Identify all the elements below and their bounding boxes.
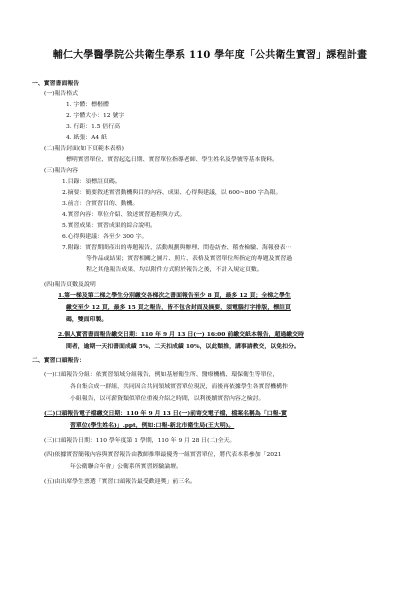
document-title: 輔仁大學醫學院公共衛生學系 110 學年度「公共衛生實習」課程計畫 xyxy=(52,50,368,61)
content-item: 1.目錄：須標註頁碼。 xyxy=(62,179,121,185)
deadline-rule: 間者，逾期一天扣書面成績 5%，二天扣成績 10%，以此類推，講事請教交，以免扣分。 xyxy=(66,343,300,350)
oral-grouping: 各自集合成一群組，共同因合共同領域實習單位現況，而後再依據學生各實習機構作 xyxy=(70,384,288,390)
oral-best-group: 年公衛聯合年會」公衛系所實習經驗論壇。 xyxy=(70,464,182,470)
pages-rule: 碼，雙面印製。 xyxy=(66,316,108,323)
content-item-appendix: 等作品或結果；實習相關之圖片、照片、表格及實習單位所指定的專題及實習過 xyxy=(86,256,293,262)
oral-file-deadline: 習單位(學生姓名)」.ppt，例如:口報-新北市衛生局(王大明)。 xyxy=(70,422,235,429)
deadline-rule: 2.個人實習書面報告繳交日期：110 年 9 月 13 日(一) 16:00 前繳交紙本報告，超過繳交時 xyxy=(58,331,304,338)
subsection-format: (一)報告格式 xyxy=(44,91,79,97)
oral-date: (三)口頭報告日期：110 學年度第 1 學期，110 年 9 月 28 日(二)全天。 xyxy=(44,438,236,444)
pages-rule: 繳交至少 12 頁，最多 15 頁之報告，皆不包含封面及摘要，須電腦打字排版，標註頁 xyxy=(66,304,291,311)
oral-popular-award: (五)由出席學生票選「實習口頭報告最受歡迎獎」前三名。 xyxy=(44,479,196,485)
format-item: 1. 字體：標楷體 xyxy=(66,102,109,108)
format-item: 2. 字體大小：12 號字 xyxy=(66,113,125,119)
format-item: 3. 行距：1.5 倍行高 xyxy=(66,124,121,130)
content-item: 6.心得與建議：各至少 300 字。 xyxy=(62,234,148,240)
oral-file-deadline: (二)口頭報告電子檔繳交日期：110 年 9 月 13 日(一)前寄交電子檔，檔案名稱為「口報-實 xyxy=(44,410,287,417)
oral-best-group: (四)依據實習簡報內容與實習報告由教師推舉最優秀一組實習單位，將代表本系參加「2021 xyxy=(44,452,282,458)
content-item: 5.實習成果：實習成果的綜合說明。 xyxy=(62,223,156,229)
content-item: 2.摘要：簡要敘述實習動機與目的內容、成果、心得與建議，以 600~800 字為限。 xyxy=(62,190,282,196)
format-item: 4. 紙張：A4 紙 xyxy=(66,135,107,141)
content-item: 4.實習內容：單位介紹、敘述實習過程與方式。 xyxy=(62,212,186,218)
content-item-appendix: 程之其他報告成果，均以附件方式附於報告之後，不計入規定頁數。 xyxy=(86,267,263,273)
pages-rule: 1.第一梯及第二梯之學生分別繳交各梯次之書面報告至少 8 頁，最多 12 頁；全梯之學生 xyxy=(58,292,291,299)
section-1-heading: 一、實習書面報告 xyxy=(32,80,80,87)
cover-text: 標明實習單位、實習起迄日期、實習單位指導老師、學生姓名及學號等基本資料。 xyxy=(66,157,279,163)
subsection-content: (三)報告內容 xyxy=(44,168,79,174)
content-item: 3.前言：含實習目的、動機。 xyxy=(62,201,139,207)
subsection-pages: (四)報告頁數及說明 xyxy=(44,282,96,288)
oral-grouping: (一)口頭報告分組：依實習領域分組報告，例如基層衛生所、醫療機構、環保衛生等單位， xyxy=(44,372,279,378)
oral-grouping: 小組報告，以可薪資類似單位重複介紹之時間，以利後續實習內容之檢討。 xyxy=(70,396,265,402)
subsection-cover: (二)報告封面(如下頁範本表格) xyxy=(44,146,124,152)
content-item-appendix: 7.附錄：實習期間產出的專題報告、活動規劃與辦理、問卷訪查、稽查檢驗、海報發表⋯ xyxy=(62,245,292,251)
section-2-heading: 二、實習口頭報告： xyxy=(32,357,86,364)
